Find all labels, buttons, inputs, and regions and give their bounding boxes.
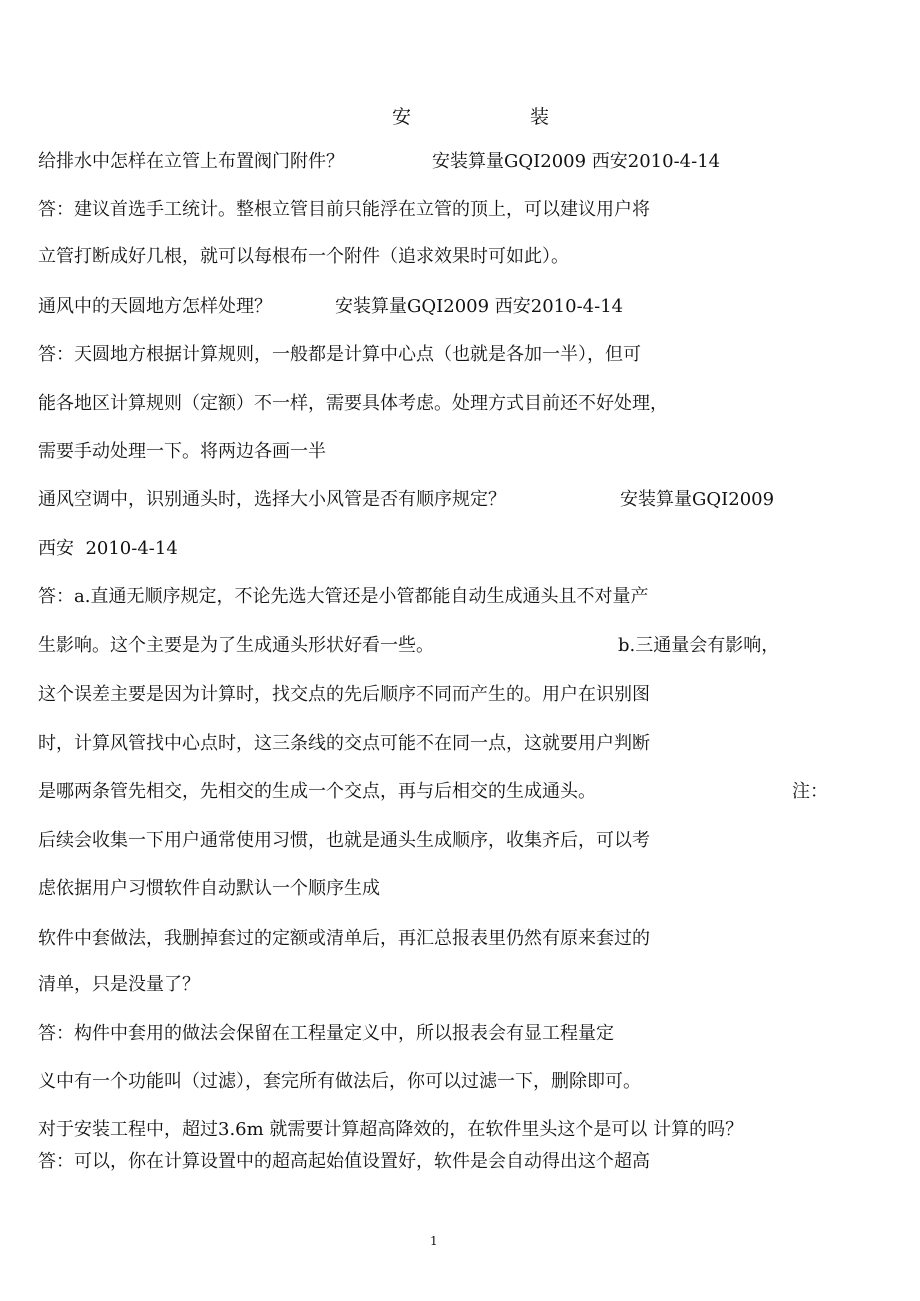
question-line: 通风空调中，识别通头时，选择大小风管是否有顺序规定？: [38, 489, 506, 510]
question-source: 安装算量GQI2009: [620, 489, 775, 510]
question-line: 清单，只是没量了？: [38, 974, 200, 995]
answer-line: 是哪两条管先相交，先相交的生成一个交点，再与后相交的生成通头。: [38, 781, 596, 802]
question-line: 给排水中怎样在立管上布置阀门附件？: [38, 151, 344, 172]
page-number: 1: [430, 1234, 438, 1248]
answer-line: 时，计算风管找中心点时，这三条线的交点可能不在同一点，这就要用户判断: [38, 733, 650, 754]
answer-line: 能各地区计算规则（定额）不一样，需要具体考虑。处理方式目前还不好处理，: [38, 393, 668, 414]
page-title-char-2: 装: [530, 106, 550, 128]
answer-line: 义中有一个功能叫（过滤），套完所有做法后，你可以过滤一下，删除即可。: [38, 1071, 641, 1092]
question-line: 对于安装工程中，超过3.6m 就需要计算超高降效的，在软件里头这个是可以 计算的吗？: [38, 1119, 744, 1140]
answer-line: 答：可以，你在计算设置中的超高起始值设置好，软件是会自动得出这个超高: [38, 1151, 650, 1172]
question-line: 西安 2010-4-14: [38, 538, 178, 559]
answer-line: 答：a.直通无顺序规定，不论先选大管还是小管都能自动生成通头且不对量产: [38, 586, 649, 607]
question-line: 通风中的天圆地方怎样处理？: [38, 296, 272, 317]
answer-line: 这个误差主要是因为计算时，找交点的先后顺序不同而产生的。用户在识别图: [38, 684, 650, 705]
answer-line: 生影响。这个主要是为了生成通头形状好看一些。: [38, 635, 434, 656]
question-line: 软件中套做法，我删掉套过的定额或清单后，再汇总报表里仍然有原来套过的: [38, 928, 650, 949]
page-title-char-1: 安: [392, 106, 412, 128]
answer-line: 答：天圆地方根据计算规则，一般都是计算中心点（也就是各加一半），但可: [38, 344, 641, 365]
note-label: 注：: [792, 781, 828, 802]
question-source: 安装算量GQI2009 西安2010-4-14: [432, 151, 721, 172]
answer-clause: b.三通量会有影响，: [618, 635, 780, 656]
answer-line: 后续会收集一下用户通常使用习惯，也就是通头生成顺序，收集齐后，可以考: [38, 830, 650, 851]
question-source: 安装算量GQI2009 西安2010-4-14: [335, 296, 624, 317]
answer-line: 虑依据用户习惯软件自动默认一个顺序生成: [38, 878, 380, 899]
answer-line: 立管打断成好几根，就可以每根布一个附件（追求效果时可如此）。: [38, 246, 569, 267]
answer-line: 答：建议首选手工统计。整根立管目前只能浮在立管的顶上，可以建议用户将: [38, 199, 650, 220]
answer-line: 答：构件中套用的做法会保留在工程量定义中，所以报表会有显工程量定: [38, 1023, 614, 1044]
answer-line: 需要手动处理一下。将两边各画一半: [38, 441, 326, 462]
